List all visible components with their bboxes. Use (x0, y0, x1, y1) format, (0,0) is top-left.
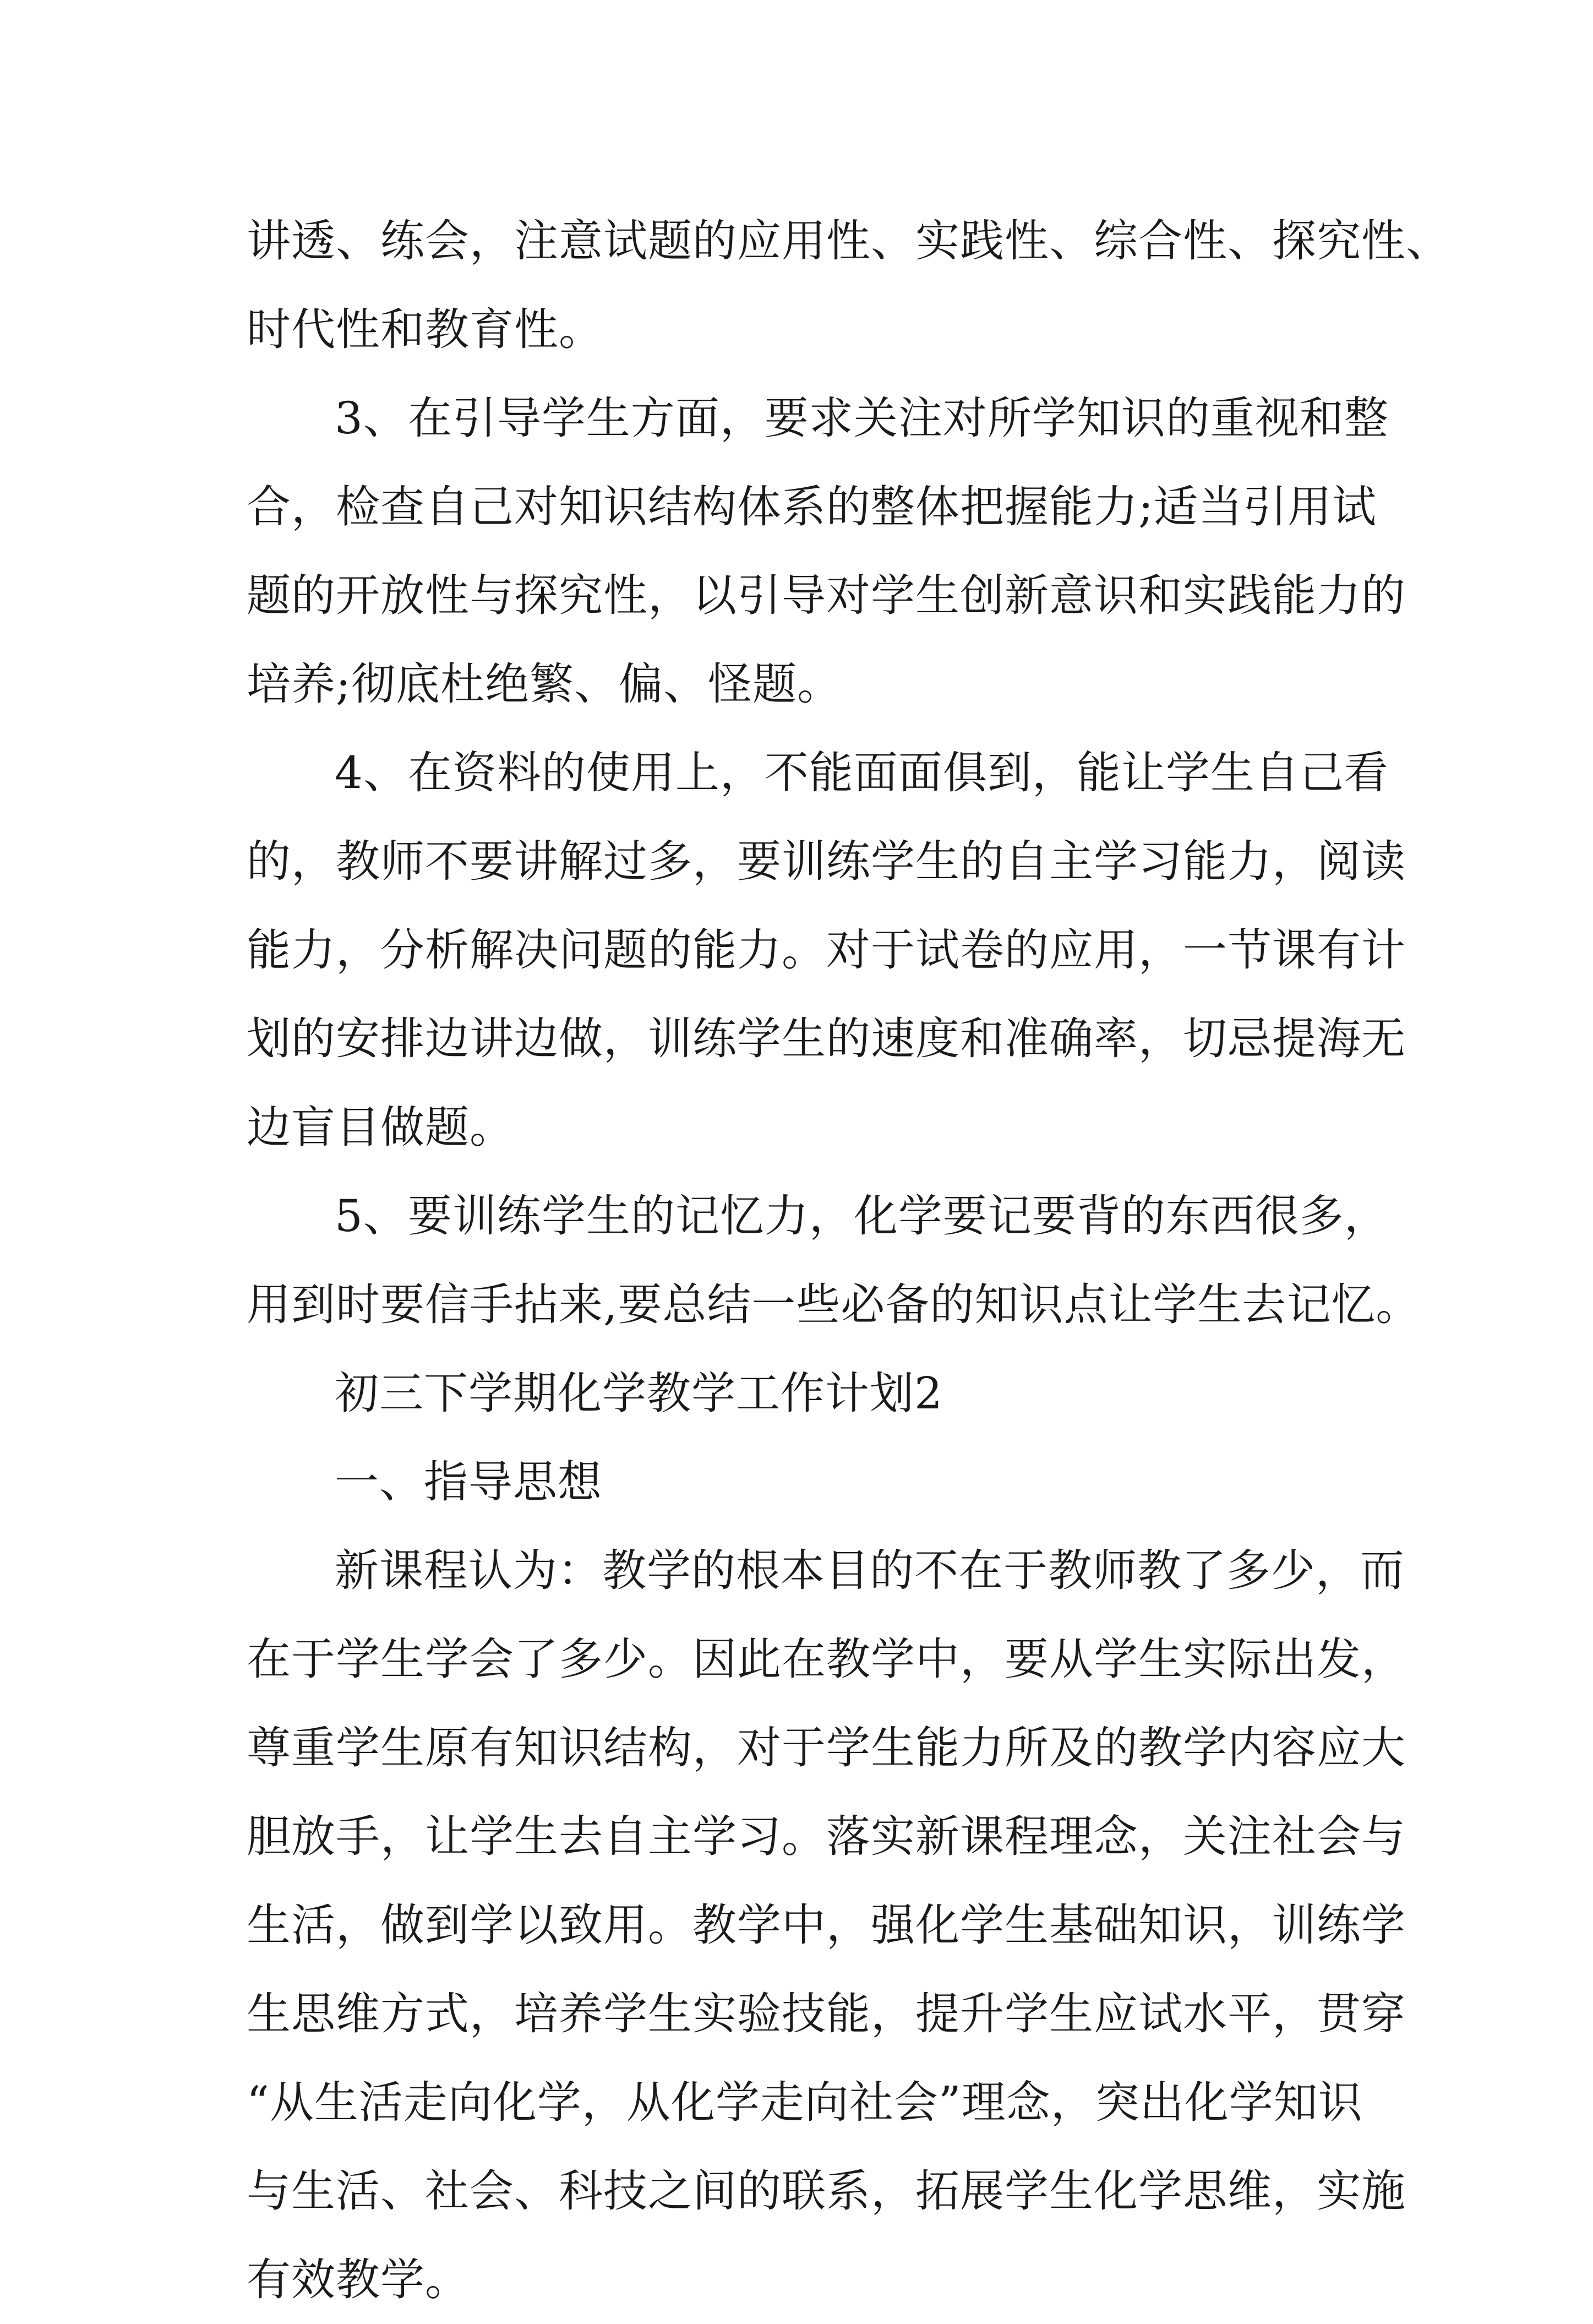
text-line: 生思维方式，培养学生实验技能，提升学生应试水平，贯穿 (247, 1988, 1406, 2039)
text-line: 4、在资料的使用上，不能面面俱到，能让学生自己看 (335, 747, 1389, 798)
text-line: 能力，分析解决问题的能力。对于试卷的应用，一节课有计 (247, 924, 1406, 976)
text-line: 与生活、社会、科技之间的联系，拓展学生化学思维，实施 (247, 2165, 1406, 2217)
text-line: 合，检查自己对知识结构体系的整体把握能力;适当引用试 (247, 481, 1377, 532)
text-line: “从生活走向化学，从化学走向社会”理念，突出化学知识 (247, 2077, 1363, 2128)
text-line: 题的开放性与探究性，以引导对学生创新意识和实践能力的 (247, 570, 1406, 621)
text-line: 5、要训练学生的记忆力，化学要记要背的东西很多， (335, 1190, 1389, 1242)
text-line: 3、在引导学生方面，要求关注对所学知识的重视和整 (335, 393, 1389, 444)
text-line: 一、指导思想 (335, 1456, 602, 1507)
text-line: 边盲目做题。 (247, 1102, 514, 1153)
text-line: 在于学生学会了多少。因此在教学中，要从学生实际出发， (247, 1634, 1406, 1685)
text-line: 时代性和教育性。 (247, 304, 603, 355)
text-line: 胆放手，让学生去自主学习。落实新课程理念，关注社会与 (247, 1811, 1406, 1862)
text-line: 的，教师不要讲解过多，要训练学生的自主学习能力，阅读 (247, 836, 1406, 887)
document-body (247, 197, 1450, 2324)
text-line: 划的安排边讲边做，训练学生的速度和准确率，切忌提海无 (247, 1013, 1406, 1064)
text-line: 有效教学。 (247, 2254, 470, 2305)
text-line: 生活，做到学以致用。教学中，强化学生基础知识，训练学 (247, 1900, 1406, 1951)
text-line: 初三下学期化学教学工作计划2 (335, 1368, 943, 1419)
text-line: 新课程认为：教学的根本目的不在于教师教了多少，而 (335, 1545, 1405, 1596)
text-line: 讲透、练会，注意试题的应用性、实践性、综合性、探究性、 (247, 215, 1450, 266)
text-line: 尊重学生原有知识结构，对于学生能力所及的教学内容应大 (247, 1722, 1406, 1773)
text-line: 培养;彻底杜绝繁、偏、怪题。 (247, 658, 842, 710)
text-line: 用到时要信手拈来,要总结一些必备的知识点让学生去记忆。 (247, 1279, 1421, 1330)
